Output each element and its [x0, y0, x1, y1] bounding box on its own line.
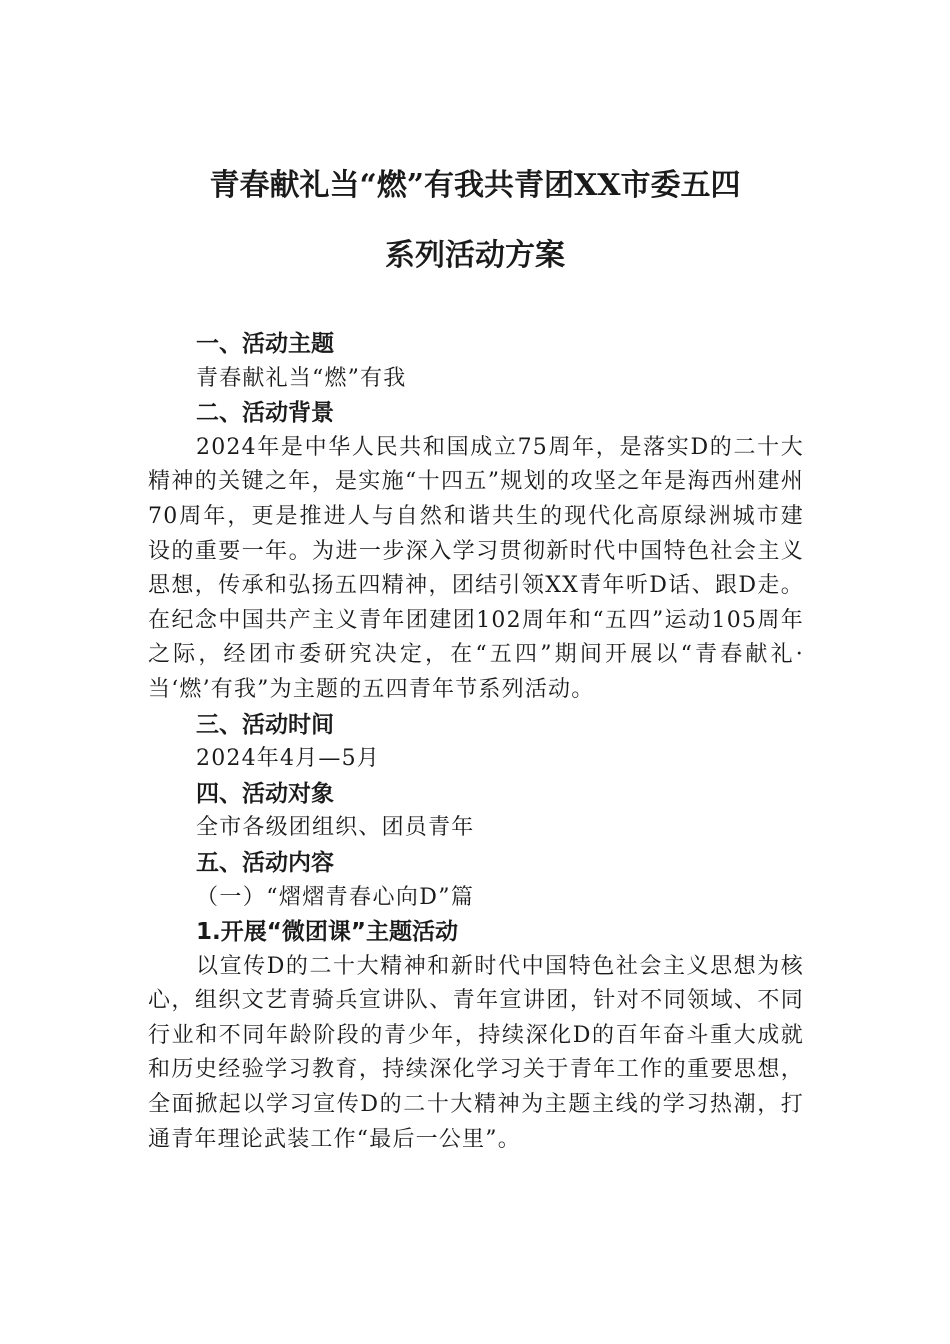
- section-heading-time: 三、活动时间: [196, 711, 334, 738]
- section-heading-theme: 一、活动主题: [196, 331, 334, 357]
- document-body: [148, 327, 804, 1157]
- item-text: 以宣传D的二十大精神和新时代中国特色社会主义思想为核心，组织文艺青骑兵宣讲队、青年宣讲团，针对不同领域、不同行业和不同年龄阶段的青少年，持续深化D的百年奋斗重大成就和历史经验学习教育，持续深化学习关于青年工作的重要思想，全面掀起以学习宣传D的二十大精神为主题主线的学习热潮，打通青年理论武装工作“最后一公里”。: [148, 953, 804, 1152]
- section-heading-audience: 四、活动对象: [196, 780, 334, 807]
- section-heading-content: 五、活动内容: [196, 849, 334, 876]
- item-heading: 1.开展“微团课”主题活动: [196, 919, 458, 946]
- section-heading-background: 二、活动背景: [196, 400, 334, 427]
- section-text-theme: 青春献礼当“燃”有我: [196, 365, 407, 391]
- section-text-audience: 全市各级团组织、团员青年: [196, 815, 475, 841]
- document-title-line-2: 系列活动方案: [385, 238, 565, 273]
- document-title-line-1: 青春献礼当“燃”有我共青团XX市委五四: [209, 168, 741, 203]
- section-text-time: 2024年4月—5月: [196, 746, 380, 772]
- section-text-background: 2024年是中华人民共和国成立75周年，是落实D的二十大精神的关键之年，是实施“十四五”规划的攻坚之年是海西州建州70周年，更是推进人与自然和谐共生的现代化高原绿洲城市建设的重要一年。为进一步深入学习贯彻新时代中国特色社会主义思想，传承和弘扬五四精神，团结引领XX青年听D话、跟D走。在纪念中国共产主义青年团建团102周年和“五四”运动105周年之际，经团市委研究决定，在“五四”期间开展以“青春献礼·当‘燃’有我”为主题的五四青年节系列活动。: [148, 434, 804, 702]
- subsection-heading: （一）“熠熠青春心向D”篇: [196, 884, 475, 910]
